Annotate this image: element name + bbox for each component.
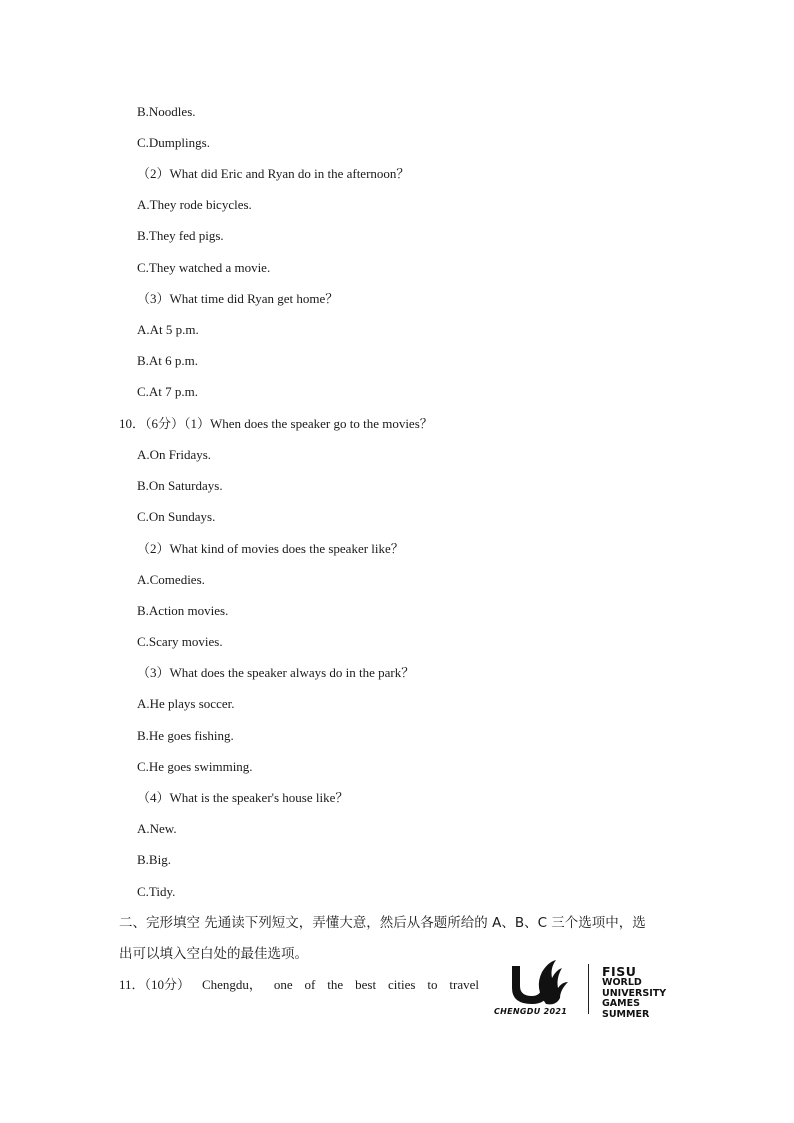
word: to: [427, 977, 438, 992]
option-text: A.They rode bicycles.: [137, 197, 252, 212]
universiade-logo: [490, 958, 680, 1024]
flame-u-icon: [490, 958, 586, 1008]
option-text: A.New.: [137, 821, 177, 836]
logo-word: GAMES: [602, 998, 640, 1009]
question-number: 11．（10分）: [119, 977, 191, 992]
question-11-line: [119, 977, 479, 993]
option-text: A.Comedies.: [137, 572, 205, 587]
sub-question: （2）What did Eric and Ryan do in the afternoon？: [137, 166, 410, 181]
logo-word: SUMMER: [602, 1008, 650, 1020]
option-text: A.He plays soccer.: [137, 696, 235, 711]
option-text: A.At 5 p.m.: [137, 322, 199, 337]
option-text: B.They fed pigs.: [137, 228, 224, 243]
sub-question: （2）What kind of movies does the speaker like？: [137, 541, 404, 556]
word: of: [304, 977, 316, 992]
option-text: B.Big.: [137, 852, 171, 867]
option-text: A.On Fridays.: [137, 447, 212, 462]
option-text: C.At 7 p.m.: [137, 384, 199, 399]
word: one: [273, 977, 293, 992]
section-heading: 二、完形填空 先通读下列短文，弄懂大意，然后从各题所给的 A、B、C 三个选项中，选: [119, 915, 646, 931]
option-text: C.They watched a movie.: [137, 260, 271, 275]
sub-question: （1）When does the speaker go to the movies？: [184, 416, 433, 431]
section-heading-continued: 出可以填入空白处的最佳选项。: [119, 946, 308, 962]
logo-word: WORLD: [602, 977, 642, 988]
option-text: C.Dumplings.: [137, 135, 210, 150]
sub-question: （4）What is the speaker's house like？: [137, 790, 349, 805]
sub-question: （3）What does the speaker always do in the park？: [137, 665, 415, 680]
word: cities: [387, 977, 416, 992]
logo-caption: CHENGDU 2021: [494, 1007, 568, 1016]
option-text: C.On Sundays.: [137, 509, 216, 524]
logo-wordmark: [602, 965, 666, 1020]
option-text: B.At 6 p.m.: [137, 353, 199, 368]
option-text: C.He goes swimming.: [137, 759, 253, 774]
word: best: [355, 977, 377, 992]
option-text: B.Action movies.: [137, 603, 229, 618]
logo-divider: [588, 964, 589, 1014]
option-text: B.On Saturdays.: [137, 478, 223, 493]
question-number: 10．（6分）: [119, 416, 185, 431]
logo-fisu: FISU: [602, 964, 637, 979]
option-text: B.Noodles.: [137, 104, 196, 119]
sub-question: （3）What time did Ryan get home？: [137, 291, 339, 306]
option-text: C.Tidy.: [137, 884, 176, 899]
word: Chengdu，: [201, 977, 262, 992]
logo-word: UNIVERSITY: [602, 987, 667, 999]
word: travel: [449, 977, 479, 992]
question-10: [119, 416, 433, 432]
word: the: [327, 977, 344, 992]
option-text: C.Scary movies.: [137, 634, 223, 649]
option-text: B.He goes fishing.: [137, 728, 234, 743]
